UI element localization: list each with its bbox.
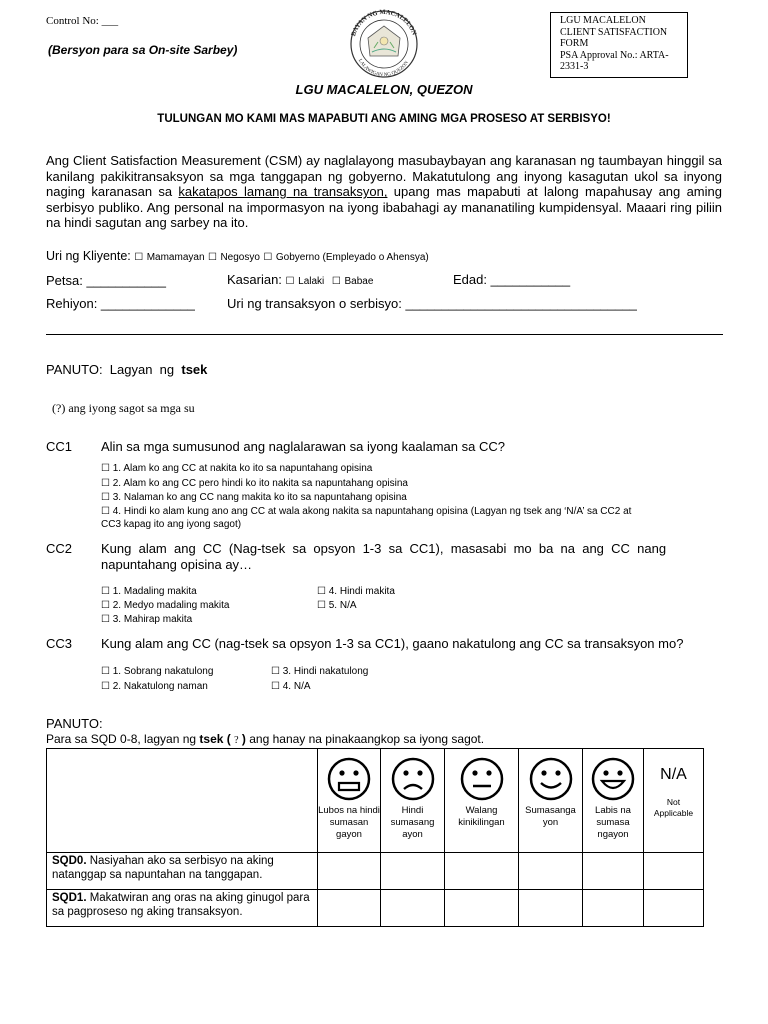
checkbox-icon[interactable]: ☐ xyxy=(285,276,295,287)
rating-cell[interactable] xyxy=(318,853,381,890)
rating-cell[interactable] xyxy=(445,853,519,890)
sqd0-statement xyxy=(47,853,318,890)
checkbox-icon[interactable]: ☐ xyxy=(101,586,110,597)
option-label: 1. Alam ko ang CC at nakita ko ito sa napuntahang opisina xyxy=(112,463,373,474)
checkbox-icon[interactable]: ☐ xyxy=(101,666,110,677)
cc2-option-5[interactable] xyxy=(317,600,357,611)
date-field[interactable]: Petsa: ___________ xyxy=(46,273,166,288)
rating-header-2 xyxy=(381,749,445,853)
form-box-line: FORM xyxy=(560,38,589,49)
survey-version: (Bersyon para sa On-site Sarbey) xyxy=(48,43,238,57)
sex-row xyxy=(227,272,373,287)
checkbox-icon[interactable]: ☐ xyxy=(101,681,110,692)
checkbox-icon[interactable]: ☐ xyxy=(271,681,280,692)
cc3-question: Kung alam ang CC (nag-tsek sa opsyon 1-3 sa CC1), gaano nakatulong ang CC sa transaksyon mo? xyxy=(101,636,684,651)
sqd0-text: Nasiyahan ako sa serbisyo na aking natanggap sa napuntahan na tanggapan. xyxy=(52,855,274,881)
option-label: 3. Hindi nakatulong xyxy=(282,666,369,677)
option-label: 4. Hindi makita xyxy=(328,586,395,597)
option-mamamayan: Mamamayan xyxy=(146,252,205,263)
region-field[interactable]: Rehiyon: _____________ xyxy=(46,296,195,311)
instructions-1 xyxy=(46,362,207,377)
option-gobyerno: Gobyerno (Empleyado o Ahensya) xyxy=(275,252,429,263)
option-label: 3. Mahirap makita xyxy=(112,614,193,625)
rating-cell[interactable] xyxy=(519,890,583,927)
cc2-question: Kung alam ang CC (Nag-tsek sa opsyon 1-3 sa CC1), masasabi mo ba na ang CC nang xyxy=(101,541,667,556)
na-subheader: Not Applicable xyxy=(653,797,694,818)
checkbox-icon[interactable]: ☐ xyxy=(271,666,280,677)
checkbox-icon[interactable]: ☐ xyxy=(263,252,273,263)
form-box-line: PSA Approval No.: ARTA- xyxy=(560,49,669,61)
cc2-option-1[interactable] xyxy=(101,586,197,597)
seal-text-top: BAYAN NG MACALELON xyxy=(350,8,418,38)
lgu-title: LGU MACALELON, QUEZON xyxy=(295,82,473,97)
age-field[interactable]: Edad: ___________ xyxy=(453,272,571,287)
cc1-question: Alin sa mga sumusunod ang naglalarawan sa iyong kaalaman sa CC? xyxy=(101,439,505,454)
checkbox-icon[interactable]: ☐ xyxy=(317,600,326,611)
instructions-2-bold-close: ) xyxy=(238,732,246,746)
option-negosyo: Negosyo xyxy=(220,252,260,263)
checkbox-icon[interactable]: ☐ xyxy=(101,506,110,517)
seal-text-bottom: LALAWIGAN NG QUEZON xyxy=(356,58,410,78)
sqd-rating-table xyxy=(46,748,704,927)
option-label: 1. Sobrang nakatulong xyxy=(112,666,214,677)
na-header: N/A xyxy=(660,766,687,783)
neutral-face-icon xyxy=(460,757,504,801)
cc1-label: CC1 xyxy=(46,439,73,454)
form-box-line: CLIENT SATISFACTION xyxy=(560,26,668,38)
cc3-label: CC3 xyxy=(46,636,73,651)
rating-header-5 xyxy=(583,749,644,853)
intro-underlined: kakatapos lamang na transaksyon, xyxy=(178,184,388,200)
checkbox-icon[interactable]: ☐ xyxy=(101,614,110,625)
cc1-option-2[interactable] xyxy=(101,478,408,489)
rating-label: Labis na sumasa ngayon xyxy=(595,805,631,840)
instructions-2-suffix: ang hanay na pinakaangkop sa iyong sagot. xyxy=(245,732,485,746)
checkbox-icon[interactable]: ☐ xyxy=(101,463,110,474)
sqd0-code: SQD0. xyxy=(52,855,87,867)
client-type-row xyxy=(46,249,429,263)
rating-cell[interactable] xyxy=(644,853,704,890)
instructions-1-text: PANUTO: Lagyan ng xyxy=(46,362,182,377)
rating-header-4 xyxy=(519,749,583,853)
checkbox-icon[interactable]: ☐ xyxy=(134,252,144,263)
form-box-line: 2331-3 xyxy=(560,61,589,72)
rating-cell[interactable] xyxy=(583,853,644,890)
checkbox-icon[interactable]: ☐ xyxy=(317,586,326,597)
instructions-2 xyxy=(46,732,484,746)
option-label: 3. Nalaman ko ang CC nang makita ko ito sa napuntahang opisina xyxy=(112,492,407,503)
cc1-option-4[interactable] xyxy=(101,506,631,517)
option-label: 1. Madaling makita xyxy=(112,586,197,597)
option-babae: Babae xyxy=(344,276,374,287)
client-type-label: Uri ng Kliyente: xyxy=(46,249,131,263)
checkbox-icon[interactable]: ☐ xyxy=(101,600,110,611)
very-sad-face-icon xyxy=(327,757,371,801)
checkbox-icon[interactable]: ☐ xyxy=(101,478,110,489)
instructions-1-line2: (?) ang iyong sagot sa mga su xyxy=(52,401,195,415)
form-info-box xyxy=(550,12,688,78)
intro-text-end: upang mas mapabuti at lalong mapahusay ang aming serbisyo publiko. Ang personal na impormasyon na iyong ibabahagi ay mananatiling kumpidensyal. Maaari ring piliin na hindi sagutan ang sarbey na ito. xyxy=(46,184,722,231)
option-label: 2. Nakatulong naman xyxy=(112,681,208,692)
sqd1-code: SQD1. xyxy=(52,892,87,904)
sqd1-text: Makatwiran ang oras na aking ginugol para sa pagproseso ng aking transaksyon. xyxy=(52,892,310,918)
cc1-option-3[interactable] xyxy=(101,492,407,503)
option-lalaki: Lalaki xyxy=(298,276,325,287)
happy-face-icon xyxy=(529,757,573,801)
instructions-2-mark: ? xyxy=(234,735,239,746)
rating-cell[interactable] xyxy=(445,890,519,927)
cc3-option-3[interactable] xyxy=(271,666,368,677)
cc3-option-4[interactable] xyxy=(271,681,311,692)
service-field[interactable]: Uri ng transaksyon o serbisyo: ________________________________ xyxy=(227,296,637,311)
instructions-2-text: Para sa SQD 0-8, lagyan ng xyxy=(46,732,200,746)
cc2-option-4[interactable] xyxy=(317,586,395,597)
sad-face-icon xyxy=(391,757,435,801)
cc3-option-1[interactable] xyxy=(101,666,213,677)
cc2-option-2[interactable] xyxy=(101,600,229,611)
rating-cell[interactable] xyxy=(381,890,445,927)
rating-cell[interactable] xyxy=(519,853,583,890)
option-label: 2. Medyo madaling makita xyxy=(112,600,230,611)
table-header-row xyxy=(47,749,704,853)
instructions-1-bold: tsek xyxy=(181,362,208,377)
rating-cell[interactable] xyxy=(318,890,381,927)
rating-label: Sumasanga yon xyxy=(525,805,576,828)
divider-line xyxy=(46,334,723,335)
option-label: 2. Alam ko ang CC pero hindi ko ito nakita sa napuntahang opisina xyxy=(112,478,408,489)
checkbox-icon[interactable]: ☐ xyxy=(208,252,217,263)
cc1-option-4-cont: CC3 kapag ito ang iyong sagot) xyxy=(101,519,242,530)
rating-header-3 xyxy=(445,749,519,853)
sqd1-statement xyxy=(47,890,318,927)
option-label: 4. N/A xyxy=(282,681,311,692)
intro-text: Ang Client Satisfaction Measurement (CSM) ay naglalayong masubaybayan ang karanasan ng taumbayan hinggil sa kanilang pakikitransaksyon sa mga tanggapan ng gobyerno. Makatutulong ang inyong kasagutan ukol sa inyong naging karanasan sa xyxy=(46,153,722,200)
rating-cell[interactable] xyxy=(583,890,644,927)
checkbox-icon[interactable]: ☐ xyxy=(331,276,341,287)
cc3-option-2[interactable] xyxy=(101,681,208,692)
control-number: Control No: ___ xyxy=(46,15,119,27)
form-subtitle: TULUNGAN MO KAMI MAS MAPABUTI ANG AMING MGA PROSESO AT SERBISYO! xyxy=(157,113,611,125)
cc2-question-cont: napuntahang opisina ay… xyxy=(101,557,253,572)
option-label: 4. Hindi ko alam kung ano ang CC at wala akong nakita sa napuntahang opisina (Lagyan ng tsek ang ‘N/A’ sa CC2 at xyxy=(112,506,632,517)
checkbox-icon[interactable]: ☐ xyxy=(101,492,110,503)
very-happy-face-icon xyxy=(591,757,635,801)
sex-label: Kasarian: xyxy=(227,272,282,287)
rating-label: Hindi sumasang ayon xyxy=(390,805,435,840)
table-row xyxy=(47,853,704,890)
rating-cell[interactable] xyxy=(381,853,445,890)
rating-header-1 xyxy=(318,749,381,853)
rating-label: Lubos na hindi sumasan gayon xyxy=(318,805,380,840)
table-row xyxy=(47,890,704,927)
rating-cell[interactable] xyxy=(644,890,704,927)
header-empty-cell xyxy=(47,749,318,853)
form-box-line: LGU MACALELON xyxy=(560,15,646,26)
instructions-2-bold: tsek ( xyxy=(199,732,235,746)
option-label: 5. N/A xyxy=(328,600,357,611)
cc2-label: CC2 xyxy=(46,541,73,556)
cc2-option-3[interactable] xyxy=(101,614,192,625)
instructions-2-title: PANUTO: xyxy=(46,716,103,731)
cc1-option-1[interactable] xyxy=(101,463,372,474)
rating-header-na xyxy=(644,749,704,853)
municipal-seal xyxy=(338,8,430,78)
intro-paragraph xyxy=(46,153,722,231)
rating-label: Walang kinikilingan xyxy=(458,805,505,828)
